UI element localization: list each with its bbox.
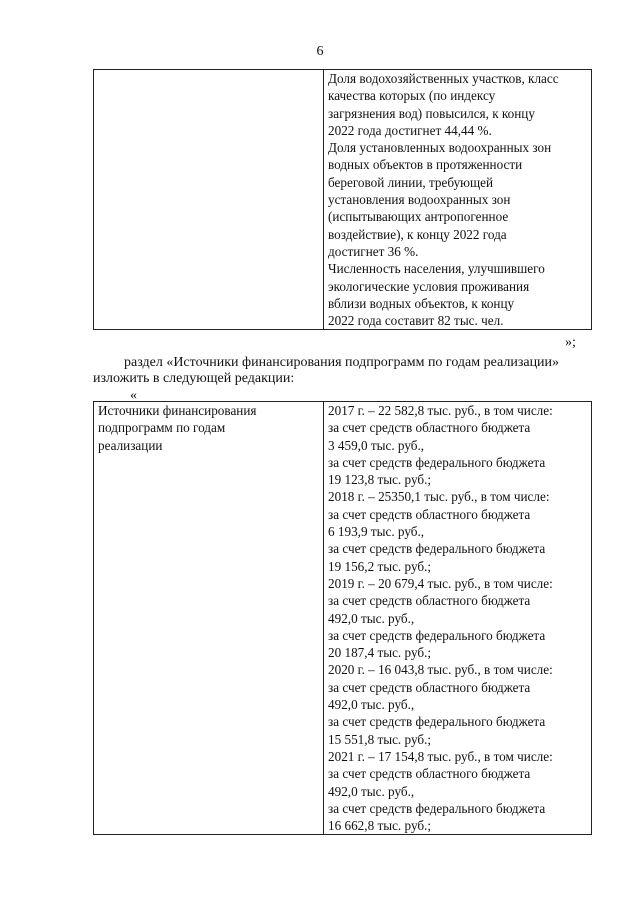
federal-label: за счет средств федерального бюджета <box>328 714 546 730</box>
page-number: 6 <box>316 44 324 59</box>
text-line: Доля установленных водоохранных зон <box>328 140 552 156</box>
regional-label: за счет средств областного бюджета <box>328 506 531 522</box>
table-cell-left <box>94 70 324 330</box>
federal-label: за счет средств федерального бюджета <box>328 627 546 643</box>
indicator-paragraph <box>328 260 587 329</box>
indicator-paragraph <box>328 139 587 260</box>
section-heading-text: раздел «Источники финансирования подпрограмм по годам реализации» <box>124 355 560 370</box>
regional-value: 6 193,9 тыс. руб., <box>328 524 425 540</box>
regional-value: 492,0 тыс. руб., <box>328 610 415 626</box>
text-line: экологические условия проживания <box>328 278 530 294</box>
funding-table <box>93 401 592 835</box>
year-total: 2019 г. – 20 679,4 тыс. руб., в том числе: <box>328 575 553 591</box>
federal-label: за счет средств федерального бюджета <box>328 800 546 816</box>
funding-values-cell <box>324 402 592 835</box>
funding-year-block <box>328 661 587 747</box>
regional-value: 3 459,0 тыс. руб., <box>328 437 425 453</box>
year-total: 2017 г. – 22 582,8 тыс. руб., в том числе: <box>328 403 553 418</box>
closing-quote: »; <box>565 335 576 350</box>
indicator-paragraph <box>328 70 587 139</box>
year-total: 2018 г. – 25350,1 тыс. руб., в том числе: <box>328 489 550 505</box>
text-line: загрязнения вод) повысился, к концу <box>328 105 535 121</box>
regional-label: за счет средств областного бюджета <box>328 766 531 782</box>
text-line: Численность населения, улучшившего <box>328 261 545 277</box>
opening-quote: « <box>130 388 137 403</box>
text-line: водных объектов в протяженности <box>328 157 523 173</box>
year-total: 2020 г. – 16 043,8 тыс. руб., в том числе: <box>328 662 553 678</box>
federal-value: 20 187,4 тыс. руб.; <box>328 645 432 661</box>
federal-value: 15 551,8 тыс. руб.; <box>328 731 432 747</box>
text-line: Доля водохозяйственных участков, класс <box>328 71 559 86</box>
text-line: (испытывающих антропогенное <box>328 209 509 225</box>
section-heading-text-continued: изложить в следующей редакции: <box>93 371 295 386</box>
federal-label: за счет средств федерального бюджета <box>328 454 546 470</box>
regional-label: за счет средств областного бюджета <box>328 679 531 695</box>
federal-value: 19 123,8 тыс. руб.; <box>328 472 432 488</box>
federal-label: за счет средств федерального бюджета <box>328 541 546 557</box>
federal-value: 19 156,2 тыс. руб.; <box>328 558 432 574</box>
funding-year-block <box>328 575 587 661</box>
text-line: воздействие), к концу 2022 года <box>328 226 507 242</box>
funding-year-block <box>328 402 587 488</box>
text-line: достигнет 36 %. <box>328 243 419 259</box>
text-line: береговой линии, требующей <box>328 174 494 190</box>
federal-value: 16 662,8 тыс. руб.; <box>328 818 432 834</box>
text-line: установления водоохранных зон <box>328 192 511 208</box>
regional-label: за счет средств областного бюджета <box>328 593 531 609</box>
regional-value: 492,0 тыс. руб., <box>328 783 415 799</box>
text-line: 2022 года составит 82 тыс. чел. <box>328 313 504 329</box>
funding-year-block <box>328 488 587 574</box>
table-row <box>94 402 592 835</box>
text-line: реализации <box>98 437 163 453</box>
text-line: 2022 года достигнет 44,44 %. <box>328 122 492 138</box>
text-line: Источники финансирования <box>98 403 257 418</box>
regional-value: 492,0 тыс. руб., <box>328 697 415 713</box>
text-line: вблизи водных объектов, к концу <box>328 295 515 311</box>
regional-label: за счет средств областного бюджета <box>328 420 531 436</box>
text-line: качества которых (по индексу <box>328 88 496 104</box>
indicators-table <box>93 69 592 330</box>
funding-label-cell <box>94 402 324 835</box>
table-cell-right <box>324 70 592 330</box>
text-line: подпрограмм по годам <box>98 420 226 436</box>
funding-year-block <box>328 748 587 834</box>
year-total: 2021 г. – 17 154,8 тыс. руб., в том числе: <box>328 748 553 764</box>
table-row <box>94 70 592 330</box>
